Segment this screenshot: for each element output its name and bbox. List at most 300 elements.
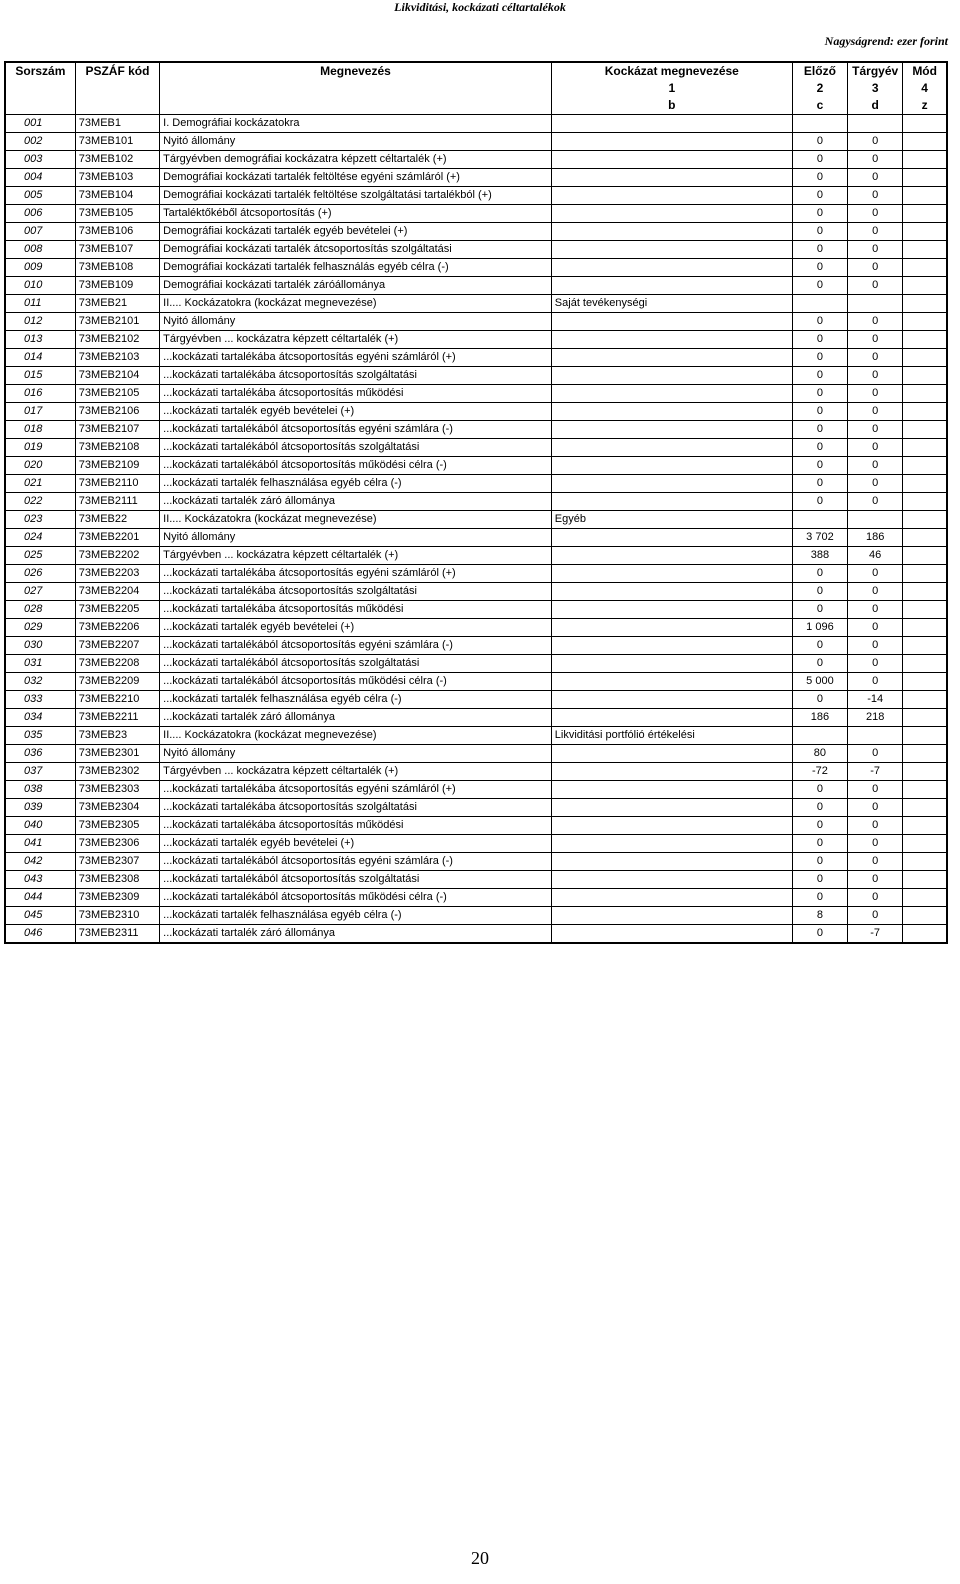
cell-prev: 0 [792, 205, 847, 223]
table-row [5, 295, 947, 313]
table-row [5, 673, 947, 691]
cell-code: 73MEB2306 [75, 835, 159, 853]
table-row [5, 367, 947, 385]
cell-prev: 0 [792, 655, 847, 673]
table-row [5, 727, 947, 745]
cell-risk [551, 655, 792, 673]
cell-mode [903, 655, 947, 673]
cell-prev: 0 [792, 853, 847, 871]
cell-code: 73MEB2105 [75, 385, 159, 403]
cell-curr: 0 [848, 259, 903, 277]
cell-name: ...kockázati tartalék záró állománya [160, 925, 552, 944]
reserves-table [4, 61, 948, 944]
cell-seq: 014 [5, 349, 75, 367]
cell-code: 73MEB105 [75, 205, 159, 223]
cell-curr: 0 [848, 583, 903, 601]
cell-risk [551, 367, 792, 385]
table-row [5, 259, 947, 277]
cell-prev: 0 [792, 331, 847, 349]
cell-name: II.... Kockázatokra (kockázat megnevezése) [160, 727, 552, 745]
col-number-1: 1 [551, 80, 792, 97]
cell-risk [551, 709, 792, 727]
cell-code: 73MEB2103 [75, 349, 159, 367]
table-row [5, 493, 947, 511]
cell-risk [551, 169, 792, 187]
table-row [5, 871, 947, 889]
cell-curr: 0 [848, 349, 903, 367]
cell-risk [551, 457, 792, 475]
cell-curr: 186 [848, 529, 903, 547]
cell-curr: 0 [848, 493, 903, 511]
cell-curr: 0 [848, 277, 903, 295]
cell-mode [903, 529, 947, 547]
cell-seq: 029 [5, 619, 75, 637]
cell-seq: 022 [5, 493, 75, 511]
cell-code: 73MEB1 [75, 115, 159, 133]
cell-curr: -7 [848, 925, 903, 944]
table-row [5, 907, 947, 925]
table-row [5, 475, 947, 493]
cell-code: 73MEB106 [75, 223, 159, 241]
table-row [5, 115, 947, 133]
cell-mode [903, 619, 947, 637]
table-row [5, 439, 947, 457]
cell-name: ...kockázati tartalékába átcsoportosítás működési [160, 385, 552, 403]
cell-code: 73MEB2311 [75, 925, 159, 944]
cell-name: ...kockázati tartalékába átcsoportosítás szolgáltatási [160, 799, 552, 817]
table-row [5, 403, 947, 421]
cell-prev: 8 [792, 907, 847, 925]
cell-risk [551, 313, 792, 331]
table-row [5, 565, 947, 583]
cell-code: 73MEB2308 [75, 871, 159, 889]
cell-name: ...kockázati tartalékába átcsoportosítás egyéni számláról (+) [160, 781, 552, 799]
table-row [5, 619, 947, 637]
cell-prev: 0 [792, 637, 847, 655]
cell-mode [903, 763, 947, 781]
table-row [5, 187, 947, 205]
col-header-mode: Mód [903, 62, 947, 80]
table-row [5, 655, 947, 673]
header-row-letters [5, 97, 947, 115]
cell-seq: 032 [5, 673, 75, 691]
col-letter-c: c [792, 97, 847, 115]
cell-code: 73MEB2310 [75, 907, 159, 925]
cell-risk [551, 817, 792, 835]
cell-curr [848, 295, 903, 313]
cell-seq: 040 [5, 817, 75, 835]
cell-code: 73MEB2305 [75, 817, 159, 835]
header-row-numbers [5, 80, 947, 97]
cell-seq: 019 [5, 439, 75, 457]
cell-prev: 388 [792, 547, 847, 565]
cell-risk [551, 673, 792, 691]
cell-prev: 0 [792, 403, 847, 421]
cell-seq: 030 [5, 637, 75, 655]
cell-prev: 3 702 [792, 529, 847, 547]
cell-code: 73MEB2201 [75, 529, 159, 547]
cell-seq: 021 [5, 475, 75, 493]
cell-risk [551, 799, 792, 817]
table-row [5, 385, 947, 403]
cell-curr: 0 [848, 781, 903, 799]
cell-curr: 0 [848, 673, 903, 691]
col-number-4: 4 [903, 80, 947, 97]
cell-curr: 0 [848, 439, 903, 457]
cell-prev: 0 [792, 277, 847, 295]
cell-mode [903, 835, 947, 853]
cell-code: 73MEB102 [75, 151, 159, 169]
cell-code: 73MEB107 [75, 241, 159, 259]
cell-prev: 0 [792, 241, 847, 259]
cell-prev [792, 511, 847, 529]
col-header-prev: Előző [792, 62, 847, 80]
cell-prev: 0 [792, 799, 847, 817]
cell-mode [903, 673, 947, 691]
cell-name: ...kockázati tartalék egyéb bevételei (+) [160, 619, 552, 637]
cell-code: 73MEB2209 [75, 673, 159, 691]
cell-prev: 0 [792, 439, 847, 457]
cell-code: 73MEB2106 [75, 403, 159, 421]
cell-risk [551, 115, 792, 133]
cell-mode [903, 367, 947, 385]
cell-mode [903, 349, 947, 367]
cell-name: ...kockázati tartalékából átcsoportosítás egyéni számlára (-) [160, 853, 552, 871]
cell-name: ...kockázati tartalék felhasználása egyéb célra (-) [160, 691, 552, 709]
cell-code: 73MEB2203 [75, 565, 159, 583]
cell-mode [903, 817, 947, 835]
cell-code: 73MEB2303 [75, 781, 159, 799]
cell-seq: 009 [5, 259, 75, 277]
cell-risk [551, 745, 792, 763]
cell-name: Demográfiai kockázati tartalék feltöltése szolgáltatási tartalékból (+) [160, 187, 552, 205]
cell-mode [903, 565, 947, 583]
cell-prev: 0 [792, 421, 847, 439]
cell-risk [551, 421, 792, 439]
cell-name: Nyitó állomány [160, 133, 552, 151]
table-row [5, 853, 947, 871]
cell-name: Tárgyévben ... kockázatra képzett céltartalék (+) [160, 331, 552, 349]
cell-prev: 0 [792, 583, 847, 601]
table-row [5, 601, 947, 619]
cell-code: 73MEB2107 [75, 421, 159, 439]
cell-code: 73MEB2304 [75, 799, 159, 817]
table-row [5, 151, 947, 169]
cell-prev: 0 [792, 457, 847, 475]
cell-name: Demográfiai kockázati tartalék átcsoportosítás szolgáltatási [160, 241, 552, 259]
cell-seq: 039 [5, 799, 75, 817]
cell-mode [903, 403, 947, 421]
cell-prev: 0 [792, 223, 847, 241]
cell-name: Tárgyévben ... kockázatra képzett céltartalék (+) [160, 763, 552, 781]
col-header-curr: Tárgyév [848, 62, 903, 80]
cell-code: 73MEB2109 [75, 457, 159, 475]
cell-seq: 044 [5, 889, 75, 907]
cell-risk [551, 241, 792, 259]
col-header-name: Megnevezés [160, 62, 552, 80]
cell-curr: 0 [848, 601, 903, 619]
cell-risk [551, 907, 792, 925]
cell-prev: 0 [792, 385, 847, 403]
cell-mode [903, 223, 947, 241]
table-row [5, 925, 947, 944]
cell-risk: Likviditási portfólió értékelési [551, 727, 792, 745]
cell-name: ...kockázati tartalék egyéb bevételei (+) [160, 403, 552, 421]
cell-curr: 0 [848, 457, 903, 475]
cell-name: Tartaléktőkéből átcsoportosítás (+) [160, 205, 552, 223]
cell-curr: 0 [848, 745, 903, 763]
cell-curr: 0 [848, 385, 903, 403]
cell-curr [848, 727, 903, 745]
cell-seq: 013 [5, 331, 75, 349]
cell-mode [903, 799, 947, 817]
table-row [5, 421, 947, 439]
cell-mode [903, 601, 947, 619]
cell-prev: 0 [792, 151, 847, 169]
cell-prev: 0 [792, 925, 847, 944]
cell-name: Nyitó állomány [160, 529, 552, 547]
cell-seq: 018 [5, 421, 75, 439]
cell-code: 73MEB2307 [75, 853, 159, 871]
cell-seq: 035 [5, 727, 75, 745]
cell-prev: 186 [792, 709, 847, 727]
cell-code: 73MEB101 [75, 133, 159, 151]
cell-curr [848, 511, 903, 529]
cell-curr: 0 [848, 187, 903, 205]
cell-seq: 025 [5, 547, 75, 565]
cell-risk [551, 277, 792, 295]
cell-prev: 0 [792, 133, 847, 151]
cell-curr: 0 [848, 619, 903, 637]
cell-code: 73MEB103 [75, 169, 159, 187]
table-row [5, 331, 947, 349]
cell-name: Nyitó állomány [160, 313, 552, 331]
cell-risk [551, 565, 792, 583]
cell-name: ...kockázati tartalékából átcsoportosítás egyéni számlára (-) [160, 421, 552, 439]
table-row [5, 457, 947, 475]
cell-curr: 0 [848, 367, 903, 385]
cell-code: 73MEB2208 [75, 655, 159, 673]
table-row [5, 313, 947, 331]
cell-code: 73MEB2202 [75, 547, 159, 565]
cell-prev: 0 [792, 889, 847, 907]
cell-seq: 026 [5, 565, 75, 583]
cell-mode [903, 925, 947, 944]
cell-seq: 011 [5, 295, 75, 313]
cell-code: 73MEB2204 [75, 583, 159, 601]
table-row [5, 691, 947, 709]
cell-prev: 0 [792, 313, 847, 331]
cell-name: ...kockázati tartalékába átcsoportosítás működési [160, 817, 552, 835]
cell-risk [551, 853, 792, 871]
cell-curr: 0 [848, 907, 903, 925]
cell-risk [551, 601, 792, 619]
cell-mode [903, 709, 947, 727]
cell-name: Demográfiai kockázati tartalék egyéb bevételei (+) [160, 223, 552, 241]
cell-curr: 0 [848, 475, 903, 493]
cell-prev: 0 [792, 493, 847, 511]
cell-name: I. Demográfiai kockázatokra [160, 115, 552, 133]
cell-risk [551, 205, 792, 223]
cell-curr: 0 [848, 637, 903, 655]
cell-name: ...kockázati tartalékából átcsoportosítás szolgáltatási [160, 655, 552, 673]
cell-code: 73MEB2207 [75, 637, 159, 655]
table-row [5, 223, 947, 241]
cell-prev: 0 [792, 187, 847, 205]
cell-mode [903, 475, 947, 493]
cell-risk [551, 259, 792, 277]
cell-prev: 0 [792, 169, 847, 187]
cell-mode [903, 133, 947, 151]
cell-seq: 034 [5, 709, 75, 727]
cell-risk [551, 637, 792, 655]
cell-risk [551, 133, 792, 151]
cell-mode [903, 493, 947, 511]
cell-code: 73MEB22 [75, 511, 159, 529]
cell-mode [903, 241, 947, 259]
cell-seq: 027 [5, 583, 75, 601]
col-number-2: 2 [792, 80, 847, 97]
cell-risk [551, 835, 792, 853]
cell-code: 73MEB2210 [75, 691, 159, 709]
cell-name: Tárgyévben demográfiai kockázatra képzett céltartalék (+) [160, 151, 552, 169]
header-row-labels [5, 62, 947, 80]
cell-curr: 0 [848, 151, 903, 169]
cell-code: 73MEB2301 [75, 745, 159, 763]
cell-curr [848, 115, 903, 133]
cell-seq: 005 [5, 187, 75, 205]
cell-risk [551, 403, 792, 421]
table-row [5, 745, 947, 763]
cell-risk [551, 547, 792, 565]
cell-mode [903, 727, 947, 745]
col-letter-d: d [848, 97, 903, 115]
cell-risk [551, 925, 792, 944]
cell-risk [551, 223, 792, 241]
table-row [5, 241, 947, 259]
cell-prev [792, 727, 847, 745]
cell-seq: 046 [5, 925, 75, 944]
cell-curr: 0 [848, 817, 903, 835]
cell-name: ...kockázati tartalékából átcsoportosítás szolgáltatási [160, 871, 552, 889]
cell-code: 73MEB2101 [75, 313, 159, 331]
cell-curr: 0 [848, 853, 903, 871]
cell-prev: 0 [792, 835, 847, 853]
cell-mode [903, 151, 947, 169]
cell-name: Demográfiai kockázati tartalék záróállománya [160, 277, 552, 295]
cell-curr: -14 [848, 691, 903, 709]
cell-curr: 0 [848, 655, 903, 673]
cell-risk [551, 349, 792, 367]
cell-code: 73MEB21 [75, 295, 159, 313]
cell-name: ...kockázati tartalékából átcsoportosítás egyéni számlára (-) [160, 637, 552, 655]
cell-prev: 0 [792, 349, 847, 367]
table-row [5, 529, 947, 547]
cell-prev: -72 [792, 763, 847, 781]
cell-seq: 004 [5, 169, 75, 187]
cell-prev: 0 [792, 475, 847, 493]
unit-note: Nagyságrend: ezer forint [824, 34, 948, 48]
table-row [5, 133, 947, 151]
cell-name: ...kockázati tartalékába átcsoportosítás szolgáltatási [160, 583, 552, 601]
cell-mode [903, 187, 947, 205]
cell-mode [903, 511, 947, 529]
cell-curr: 0 [848, 313, 903, 331]
cell-code: 73MEB109 [75, 277, 159, 295]
cell-seq: 016 [5, 385, 75, 403]
cell-mode [903, 169, 947, 187]
cell-code: 73MEB2102 [75, 331, 159, 349]
cell-code: 73MEB104 [75, 187, 159, 205]
col-header-risk: Kockázat megnevezése [551, 62, 792, 80]
col-letter-b: b [551, 97, 792, 115]
cell-risk [551, 493, 792, 511]
col-number-3: 3 [848, 80, 903, 97]
cell-mode [903, 457, 947, 475]
cell-mode [903, 115, 947, 133]
cell-mode [903, 295, 947, 313]
cell-prev: 0 [792, 565, 847, 583]
cell-prev: 0 [792, 367, 847, 385]
cell-seq: 042 [5, 853, 75, 871]
cell-curr: 0 [848, 565, 903, 583]
cell-seq: 043 [5, 871, 75, 889]
cell-seq: 015 [5, 367, 75, 385]
cell-mode [903, 583, 947, 601]
table-row [5, 709, 947, 727]
cell-prev [792, 115, 847, 133]
cell-name: ...kockázati tartalékából átcsoportosítás működési célra (-) [160, 457, 552, 475]
cell-curr: 0 [848, 403, 903, 421]
cell-seq: 028 [5, 601, 75, 619]
cell-mode [903, 637, 947, 655]
cell-code: 73MEB108 [75, 259, 159, 277]
cell-code: 73MEB2111 [75, 493, 159, 511]
cell-risk [551, 475, 792, 493]
cell-code: 73MEB2104 [75, 367, 159, 385]
cell-name: ...kockázati tartalék felhasználása egyéb célra (-) [160, 907, 552, 925]
cell-name: ...kockázati tartalékából átcsoportosítás szolgáltatási [160, 439, 552, 457]
cell-curr: 0 [848, 205, 903, 223]
table-row [5, 205, 947, 223]
table-row [5, 799, 947, 817]
cell-curr: 0 [848, 223, 903, 241]
cell-curr: 0 [848, 169, 903, 187]
cell-name: ...kockázati tartalék egyéb bevételei (+) [160, 835, 552, 853]
cell-name: Nyitó állomány [160, 745, 552, 763]
cell-mode [903, 421, 947, 439]
cell-seq: 023 [5, 511, 75, 529]
cell-prev: 80 [792, 745, 847, 763]
cell-curr: 0 [848, 835, 903, 853]
cell-mode [903, 691, 947, 709]
cell-name: Demográfiai kockázati tartalék feltöltése egyéni számláról (+) [160, 169, 552, 187]
table-body [5, 115, 947, 944]
table-row [5, 817, 947, 835]
cell-name: ...kockázati tartalék felhasználása egyéb célra (-) [160, 475, 552, 493]
cell-risk [551, 889, 792, 907]
cell-risk [551, 871, 792, 889]
cell-risk [551, 781, 792, 799]
cell-risk [551, 619, 792, 637]
cell-risk [551, 529, 792, 547]
cell-mode [903, 871, 947, 889]
cell-curr: 218 [848, 709, 903, 727]
col-header-seq: Sorszám [15, 64, 66, 78]
cell-mode [903, 259, 947, 277]
cell-risk [551, 439, 792, 457]
cell-seq: 041 [5, 835, 75, 853]
